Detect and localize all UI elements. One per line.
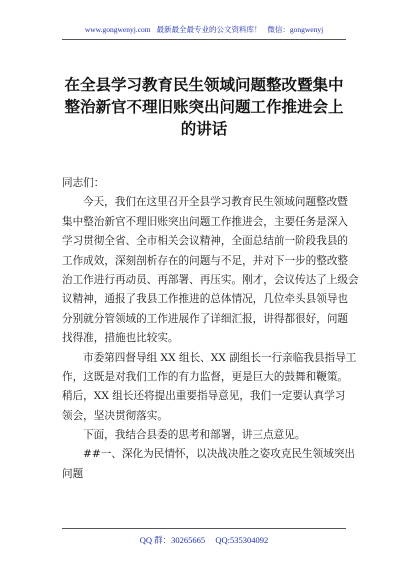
body-line: 学习贯彻全省、全市相关会议精神，全面总结前一阶段我县的 (62, 235, 349, 248)
body-line: 找得准，措施也比较实。 (62, 332, 179, 345)
footer-qq: QQ:535304092 (215, 535, 269, 545)
page-footer (0, 534, 408, 546)
body-line: 议精神，通报了我县工作推进的总体情况，几位牵头县领导也 (62, 293, 349, 306)
title-line: 的讲话 (180, 120, 228, 138)
body-line: 领会，坚决贯彻落实。 (62, 409, 168, 422)
document-body (62, 174, 359, 484)
document-title (56, 74, 352, 140)
footer-divider (62, 528, 346, 529)
body-line: 稍后，XX 组长还将提出重要指导意见，我们一定要认真学习 (62, 390, 346, 403)
header-wechat: 微信：gongwenyj (267, 25, 324, 34)
body-line: 问题 (62, 467, 84, 480)
title-line: 整治新官不理旧账突出问题工作推进会上 (64, 98, 344, 116)
header-site-link[interactable]: www.gongwenyj.com (84, 25, 151, 34)
body-line: 工作成效，深刻剖析存在的问题与不足，并对下一步的整改整 (62, 254, 349, 267)
body-line: ##一、深化为民情怀，以决战决胜之姿攻克民生领域突出 (83, 448, 356, 461)
title-line: 在全县学习教育民生领域问题整改暨集中 (64, 76, 344, 94)
footer-qq-group: QQ 群：30265665 (139, 535, 206, 545)
body-line: 下面，我结合县委的思考和部署，讲三点意见。 (83, 429, 306, 442)
body-line: 市委第四督导组 XX 组长、XX 副组长一行亲临我县指导工 (83, 351, 357, 364)
header-tagline: 最新最全最专业的公文资料库！ (156, 25, 262, 34)
header-divider (62, 39, 346, 40)
body-line: 今天，我们在这里召开全县学习教育民生领域问题整改暨 (83, 196, 348, 209)
body-line: 同志们： (62, 177, 105, 189)
body-line: 集中整治新官不理旧账突出问题工作推进会，主要任务是深入 (62, 215, 349, 228)
page-header (0, 24, 408, 35)
body-line: 作，这既是对我们工作的有力监督，更是巨大的鼓舞和鞭策。 (62, 370, 349, 383)
body-line: 分别就分管领域的工作进展作了详细汇报，讲得都很好，问题 (62, 312, 349, 325)
body-line: 治工作进行再动员、再部署、再压实。刚才，会议传达了上级会 (62, 273, 359, 286)
